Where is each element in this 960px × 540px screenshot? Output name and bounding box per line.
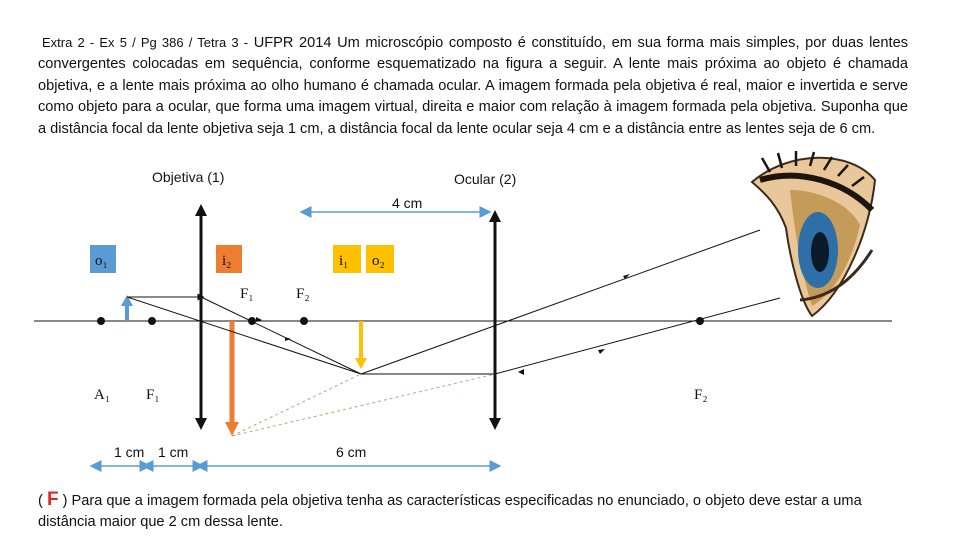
answer-open: ( bbox=[38, 493, 43, 509]
dimension-1cm-a-label: 1 cm bbox=[114, 444, 145, 460]
objective-lens bbox=[195, 204, 207, 430]
focus-f1-left bbox=[148, 317, 156, 325]
focus-f2-left bbox=[300, 317, 308, 325]
dimension-6cm-label: 6 cm bbox=[336, 444, 367, 460]
image-i2-arrow bbox=[225, 321, 239, 436]
focus-f2-bottom-label: F₂ bbox=[694, 387, 708, 403]
dimension-4cm-label: 4 cm bbox=[392, 195, 423, 211]
point-a1-label: A₁ bbox=[94, 387, 111, 403]
i1-label: i₁ bbox=[339, 253, 349, 269]
objective-lens-label: Objetiva (1) bbox=[152, 169, 225, 185]
focus-f2-top-label: F₂ bbox=[296, 286, 310, 302]
problem-source: Extra 2 - Ex 5 / Pg 386 / Tetra 3 - bbox=[42, 35, 249, 50]
answer-text: ) Para que a imagem formada pela objetiva tenha as características especificadas no enunciado, o objeto deve estar a uma distância maior que 2 cm dessa lente. bbox=[38, 493, 862, 530]
point-a1 bbox=[97, 317, 105, 325]
o1-label: o₁ bbox=[95, 253, 108, 269]
focus-f1-top-label: F₁ bbox=[240, 286, 254, 302]
eye-icon bbox=[752, 151, 875, 316]
ocular-lens bbox=[489, 210, 501, 430]
answer-statement bbox=[38, 489, 923, 533]
answer-mark: F bbox=[46, 489, 59, 510]
image-i1-arrow bbox=[355, 321, 367, 369]
problem-text: UFPR 2014 Um microscópio composto é constituído, em sua forma mais simples, por duas lentes convergentes colocadas em sequência, conforme esquematizado na figura a seguir. A lente mais próxima ao objeto é chamada objetiva, e a lente mais próxima ao olho humano é chamada ocular. A imagem formada pela objetiva é real, maior e invertida e serve como objeto para a ocular, que forma uma imagem virtual, direita e maior com relação à imagem formada pela objetiva. Suponha que a distância focal da lente objetiva seja 1 cm, a distância focal da lente ocular seja 4 cm e a distância entre as lentes seja de 6 cm. bbox=[38, 35, 909, 137]
virtual-ray-extensions bbox=[232, 374, 495, 436]
i2-label: i₂ bbox=[222, 253, 232, 269]
ocular-lens-label: Ocular (2) bbox=[454, 171, 517, 187]
dimension-1cm-b-label: 1 cm bbox=[158, 444, 189, 460]
rays-objective bbox=[127, 297, 361, 374]
focus-f1-bottom-label: F₁ bbox=[146, 387, 160, 403]
o2-label: o₂ bbox=[372, 253, 385, 269]
rays-ocular bbox=[361, 230, 780, 375]
